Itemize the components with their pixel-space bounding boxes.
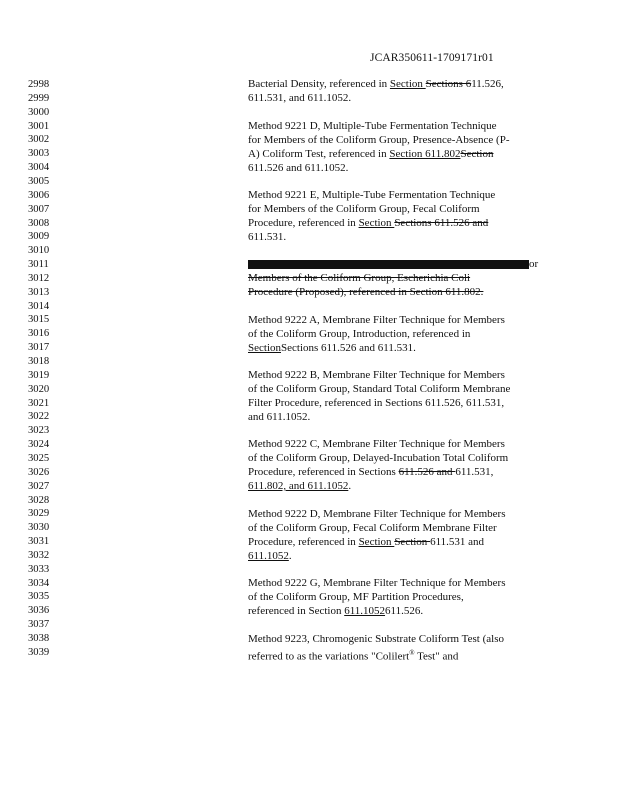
line-number: 2999 [28, 92, 50, 104]
line-number: 3031 [28, 536, 50, 547]
text-line-3038: Method 9223, Chromogenic Substrate Coliform Test (also [248, 633, 504, 645]
registered-mark: ® [409, 649, 415, 657]
text-run: Sections 611.526 and 611.531. [281, 342, 416, 354]
deleted-text: Sections 6 [425, 78, 472, 90]
text-line-3035: of the Coliform Group, MF Partition Procedures, [248, 591, 464, 603]
line-number: 3027 [28, 480, 50, 492]
inserted-text: 611.1052 [248, 550, 289, 562]
line-number: 3021 [28, 397, 50, 409]
text-run: referred to as the variations "Colilert [248, 650, 410, 663]
text-line-3015: Method 9222 A, Membrane Filter Technique for Members [248, 314, 505, 326]
text-line-3031 [248, 536, 548, 550]
line-number: 3019 [28, 369, 50, 381]
text-line-3026 [248, 466, 548, 480]
line-number: 3008 [28, 217, 50, 229]
document-header: JCAR350611-1709171r01 [370, 52, 494, 64]
line-number: 3029 [28, 508, 50, 520]
deleted-text: Sections 611.526 and [394, 217, 489, 229]
line-number: 3013 [28, 286, 50, 298]
line-number: 3000 [28, 106, 50, 118]
line-number: 3012 [28, 272, 50, 284]
text-line-3030: of the Coliform Group, Fecal Coliform Membrane Filter [248, 522, 497, 534]
line-number: 3015 [28, 314, 50, 326]
text-run: Procedure, referenced in Sections [248, 466, 399, 478]
text-line-3039 [248, 647, 548, 664]
text-line-3003 [248, 148, 548, 162]
text-line-3013 [248, 286, 548, 300]
text-line-3001: Method 9221 D, Multiple-Tube Fermentation Technique [248, 120, 497, 132]
text-run: 611.526. [385, 605, 424, 617]
line-number: 3009 [28, 231, 50, 243]
text-line-3011 [248, 258, 548, 272]
line-number: 3003 [28, 148, 50, 160]
line-number: 3038 [28, 633, 50, 644]
text-line-3036 [248, 605, 548, 619]
text-line-3016: of the Coliform Group, Introduction, referenced in [248, 328, 471, 340]
text-line-3004: 611.526 and 611.1052. [248, 162, 349, 174]
inserted-text: Section [389, 78, 426, 90]
text-line-3012 [248, 272, 548, 286]
text-run: Test" and [414, 650, 459, 663]
inserted-text: Section [248, 342, 281, 354]
text-run: . [288, 550, 292, 562]
redaction-bar [248, 260, 529, 269]
line-number: 3036 [28, 605, 50, 617]
line-number: 3032 [28, 549, 50, 561]
text-run: referenced in Section [248, 605, 345, 617]
text-run: 611.531 and [430, 536, 485, 548]
text-line-2999: 611.531, and 611.1052. [248, 92, 352, 104]
line-number: 3024 [28, 439, 50, 451]
line-number: 3033 [28, 563, 50, 575]
line-number: 3018 [28, 356, 50, 367]
line-number: 3016 [28, 328, 50, 340]
text-line-3024: Method 9222 C, Membrane Filter Technique for Members [248, 438, 505, 450]
line-number: 3030 [28, 522, 50, 534]
line-number: 3039 [28, 646, 50, 658]
text-line-3034: Method 9222 G, Membrane Filter Technique for Members [248, 577, 506, 589]
text-line-3022: and 611.1052. [248, 411, 311, 423]
text-line-3025: of the Coliform Group, Delayed-Incubation Total Coliform [248, 452, 509, 464]
text-line-3020: of the Coliform Group, Standard Total Coliform Membrane [248, 383, 511, 395]
line-number: 3006 [28, 189, 50, 201]
line-number: 3004 [28, 162, 50, 174]
line-number: 3001 [28, 120, 50, 132]
line-number: 3005 [28, 175, 50, 187]
inserted-text: 611.802, and 611.1052 [248, 480, 349, 492]
line-number: 3037 [28, 619, 50, 631]
text-run: A) Coliform Test, referenced in [248, 148, 390, 160]
deleted-text: Section [394, 536, 431, 548]
deleted-text: 611.526 and [398, 466, 456, 478]
text-line-3006: Method 9221 E, Multiple-Tube Fermentation Technique [248, 189, 496, 201]
line-number: 3034 [28, 577, 50, 589]
deleted-text: Members of the Coliform Group, Escherichia Coli [248, 272, 471, 284]
text-line-3002: for Members of the Coliform Group, Presence-Absence (P- [248, 134, 510, 146]
line-number: 3014 [28, 300, 50, 312]
text-line-3009: 611.531. [248, 231, 287, 243]
line-number: 3017 [28, 342, 50, 354]
line-number: 3025 [28, 452, 50, 464]
text-run: . [348, 480, 352, 492]
text-line-3021: Filter Procedure, referenced in Sections 611.526, 611.531, [248, 397, 505, 409]
inserted-text: Section 611.802 [389, 148, 461, 160]
text-line-3032 [248, 550, 548, 564]
line-number: 3023 [28, 425, 50, 437]
text-run: Bacterial Density, referenced in [248, 78, 390, 90]
text-line-3019: Method 9222 B, Membrane Filter Technique for Members [248, 369, 505, 381]
text-run: Procedure, referenced in [248, 217, 359, 229]
line-number: 3028 [28, 494, 50, 506]
line-number: 3002 [28, 134, 50, 146]
inserted-text: Section [358, 217, 395, 229]
text-run: 11.526, [471, 78, 504, 90]
text-line-2998 [248, 78, 548, 92]
line-number: 2998 [28, 79, 50, 90]
text-line-3007: for Members of the Coliform Group, Fecal Coliform [248, 203, 480, 215]
line-number: 3020 [28, 383, 50, 395]
inserted-text: Section [358, 536, 395, 548]
deleted-text: Procedure (Proposed), referenced in Section 611.802. [248, 286, 484, 298]
line-number: 3026 [28, 466, 50, 478]
line-number: 3011 [28, 259, 49, 270]
text-run: Procedure, referenced in [248, 536, 359, 548]
text-line-3008 [248, 217, 548, 231]
text-line-3029: Method 9222 D, Membrane Filter Technique for Members [248, 508, 506, 520]
inserted-text: 611.1052 [344, 605, 386, 617]
line-number: 3035 [28, 591, 50, 603]
text-run: or [529, 258, 539, 270]
text-line-3017 [248, 342, 548, 356]
line-number: 3007 [28, 203, 50, 215]
line-number: 3022 [28, 411, 50, 423]
deleted-text: Section [460, 148, 494, 160]
text-run: 611.531, [455, 466, 494, 478]
text-line-3027 [248, 480, 548, 494]
line-number: 3010 [28, 245, 50, 257]
